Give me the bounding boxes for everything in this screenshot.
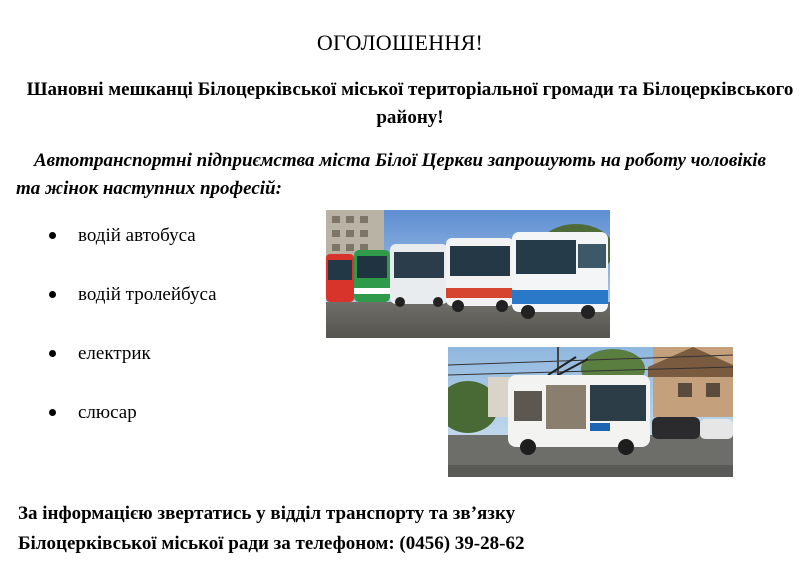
- contact-info: [18, 499, 788, 559]
- list-item: [0, 399, 300, 427]
- list-item: [0, 222, 300, 250]
- trolleybus-photo-icon: [448, 347, 733, 477]
- bullet-icon: [49, 232, 56, 239]
- greeting-text: Шановні мешканці Білоцерківської міської територіальної громади та Білоцерківського району!: [26, 79, 794, 128]
- bullet-icon: [49, 409, 56, 416]
- list-item: [0, 281, 300, 309]
- intro-text: Автотранспортні підприємства міста Білої Церкви запрошують на роботу чоловіків та жінок наступних професій:: [16, 150, 767, 199]
- profession-label: електрик: [78, 343, 151, 364]
- list-item: [0, 340, 300, 368]
- buses-photo-icon: [326, 210, 610, 338]
- profession-label: водій автобуса: [78, 225, 196, 246]
- contact-line-1: За інформацією звертатись у відділ транспорту та зв’язку: [18, 503, 516, 524]
- trolleybus-photo: [448, 347, 733, 477]
- buses-photo: [326, 210, 610, 338]
- bullet-icon: [49, 350, 56, 357]
- bullet-icon: [49, 291, 56, 298]
- profession-label: слюсар: [78, 402, 137, 423]
- announcement-title: ОГОЛОШЕННЯ!: [316, 30, 484, 55]
- profession-label: водій тролейбуса: [78, 284, 217, 305]
- contact-line-2: Білоцерківської міської ради за телефоном: (0456) 39-28-62: [18, 533, 525, 554]
